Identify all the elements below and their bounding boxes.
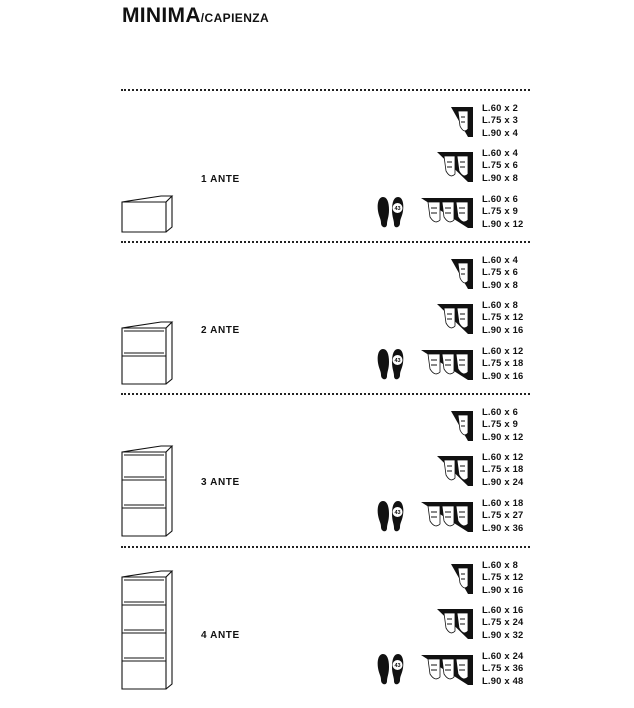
capacity-line: L.90 x 12 xyxy=(482,217,524,229)
shoe-soles-icon xyxy=(376,195,406,236)
capacity-line: L.75 x 9 xyxy=(482,205,518,217)
shoe-rack-icon xyxy=(436,453,474,492)
door-count-label: 4 ANTE xyxy=(201,630,240,641)
capacity-line: L.60 x 12 xyxy=(482,451,524,462)
shoe-soles-icon xyxy=(376,347,406,388)
shoe-rack-icon xyxy=(436,606,474,645)
door-count-label: 1 ANTE xyxy=(201,174,240,185)
shoe-rack-icon xyxy=(420,195,474,234)
capacity-line: L.90 x 12 xyxy=(482,430,524,442)
capacity-line: L.75 x 6 xyxy=(482,159,518,171)
capacity-line: L.75 x 6 xyxy=(482,266,518,278)
shoe-rack-icon xyxy=(420,347,474,386)
shoe-rack-icon xyxy=(436,149,474,188)
section-divider xyxy=(121,89,530,91)
capacity-spec xyxy=(482,102,518,139)
capacity-row xyxy=(0,102,634,140)
capacity-row xyxy=(0,345,634,383)
capacity-spec xyxy=(482,604,523,641)
shoe-rack-icon xyxy=(420,652,474,691)
capacity-spec xyxy=(482,497,523,534)
capacity-line: L.75 x 36 xyxy=(482,662,524,674)
capacity-line: L.60 x 4 xyxy=(482,254,518,265)
section-divider xyxy=(121,393,530,395)
capacity-line: L.60 x 16 xyxy=(482,604,524,615)
capacity-spec xyxy=(482,650,523,687)
capacity-spec xyxy=(482,345,523,382)
capacity-spec xyxy=(482,299,523,336)
shoe-size-text: 43 xyxy=(394,358,401,364)
shoe-rack-icon xyxy=(450,256,474,295)
shoe-rack-icon xyxy=(450,104,474,143)
shoe-size-text: 43 xyxy=(394,510,401,516)
shoe-rack-icon xyxy=(450,408,474,447)
capacity-line: L.90 x 8 xyxy=(482,278,518,290)
capacity-row xyxy=(0,193,634,231)
capacity-line: L.75 x 27 xyxy=(482,509,524,521)
capacity-line: L.60 x 8 xyxy=(482,299,518,310)
capacity-line: L.90 x 48 xyxy=(482,674,524,686)
title-main: MINIMA xyxy=(122,4,201,27)
title-subtitle: /CAPIENZA xyxy=(200,11,270,25)
shoe-rack-icon xyxy=(420,499,474,538)
capacity-line: L.90 x 16 xyxy=(482,323,524,335)
shoe-size-text: 43 xyxy=(394,206,401,212)
section-divider xyxy=(121,546,530,548)
capacity-line: L.60 x 12 xyxy=(482,345,524,356)
capacity-line: L.75 x 18 xyxy=(482,357,524,369)
capacity-line: L.75 x 12 xyxy=(482,311,524,323)
capacity-row xyxy=(0,254,634,292)
capacity-row xyxy=(0,451,634,489)
capacity-spec xyxy=(482,254,518,291)
capacity-row xyxy=(0,604,634,642)
capacity-row xyxy=(0,559,634,597)
capacity-line: L.90 x 32 xyxy=(482,628,524,640)
capacity-line: L.90 x 4 xyxy=(482,126,518,138)
capacity-line: L.75 x 9 xyxy=(482,418,518,430)
capacity-row xyxy=(0,406,634,444)
capacity-line: L.60 x 18 xyxy=(482,497,524,508)
capacity-line: L.60 x 2 xyxy=(482,102,518,113)
capacity-line: L.60 x 4 xyxy=(482,147,518,158)
capacity-line: L.90 x 36 xyxy=(482,521,524,533)
capacity-line: L.60 x 6 xyxy=(482,193,518,204)
capacity-line: L.90 x 16 xyxy=(482,369,524,381)
shoe-soles-icon xyxy=(376,499,406,540)
shoe-soles-icon xyxy=(376,652,406,693)
capacity-spec xyxy=(482,406,523,443)
capacity-row xyxy=(0,650,634,688)
capacity-line: L.75 x 18 xyxy=(482,463,524,475)
shoe-rack-icon xyxy=(450,561,474,600)
capacity-line: L.60 x 24 xyxy=(482,650,524,661)
capacity-line: L.90 x 16 xyxy=(482,583,524,595)
capacity-line: L.75 x 12 xyxy=(482,571,524,583)
shoe-rack-icon xyxy=(436,301,474,340)
capacity-row xyxy=(0,299,634,337)
section-divider xyxy=(121,241,530,243)
capacity-line: L.90 x 8 xyxy=(482,171,518,183)
capacity-line: L.60 x 8 xyxy=(482,559,518,570)
capacity-row xyxy=(0,147,634,185)
capacity-row xyxy=(0,497,634,535)
door-count-label: 3 ANTE xyxy=(201,477,240,488)
capacity-line: L.75 x 24 xyxy=(482,616,524,628)
shoe-size-text: 43 xyxy=(394,663,401,669)
capacity-line: L.75 x 3 xyxy=(482,114,518,126)
door-count-label: 2 ANTE xyxy=(201,325,240,336)
page-title xyxy=(122,4,269,28)
capacity-spec xyxy=(482,147,518,184)
capacity-spec xyxy=(482,451,523,488)
capacity-spec xyxy=(482,193,523,230)
capacity-line: L.60 x 6 xyxy=(482,406,518,417)
capacity-spec xyxy=(482,559,523,596)
capacity-line: L.90 x 24 xyxy=(482,475,524,487)
